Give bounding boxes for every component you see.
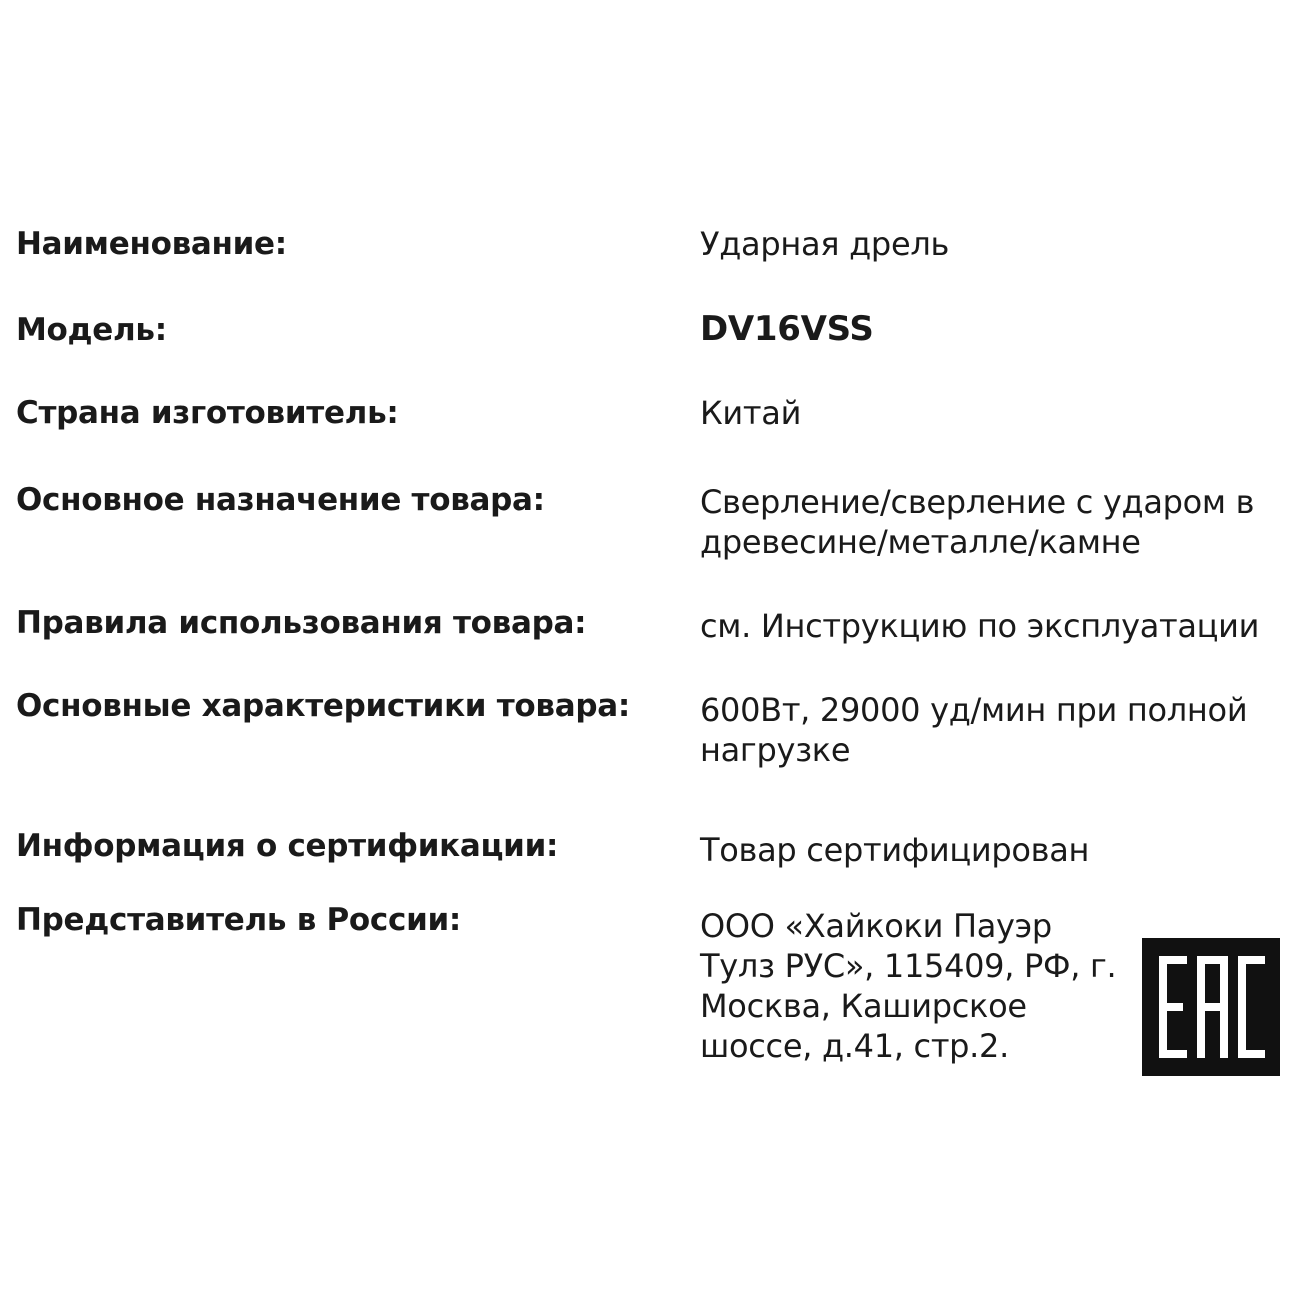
value-line: Китай — [700, 394, 802, 432]
value-country — [700, 393, 801, 433]
label-usage-rules: Правила использования товара: — [16, 605, 587, 641]
value-line: Ударная дрель — [700, 225, 950, 263]
value-certification — [700, 830, 1089, 870]
label-country: Страна изготовитель: — [16, 395, 399, 431]
label-model: Модель: — [16, 312, 167, 348]
value-line: Тулз РУС», 115409, РФ, г. — [700, 947, 1117, 985]
label-name: Наименование: — [16, 226, 287, 262]
value-line: Сверление/сверление с ударом в — [700, 483, 1255, 521]
label-representative: Представитель в России: — [16, 902, 462, 938]
eac-mark-glyph — [1142, 938, 1280, 1076]
value-line: нагрузке — [700, 731, 851, 769]
value-line: шоссе, д.41, стр.2. — [700, 1027, 1009, 1065]
label-purpose: Основное назначение товара: — [16, 482, 545, 518]
value-line: Москва, Каширское — [700, 987, 1027, 1025]
value-usage-rules — [700, 606, 1259, 646]
label-characteristics: Основные характеристики товара: — [16, 688, 630, 724]
value-line: DV16VSS — [700, 309, 874, 349]
value-model — [700, 309, 874, 349]
value-line: Товар сертифицирован — [700, 831, 1090, 869]
value-purpose — [700, 482, 1254, 562]
value-line: ООО «Хайкоки Пауэр — [700, 907, 1052, 945]
value-line: древесине/металле/камне — [700, 523, 1141, 561]
value-characteristics — [700, 690, 1247, 770]
value-representative — [700, 906, 1116, 1066]
value-name — [700, 224, 949, 264]
value-line: 600Вт, 29000 уд/мин при полной — [700, 691, 1248, 729]
eac-mark-icon — [1142, 938, 1280, 1076]
value-line: см. Инструкцию по эксплуатации — [700, 607, 1260, 645]
label-certification: Информация о сертификации: — [16, 828, 559, 864]
